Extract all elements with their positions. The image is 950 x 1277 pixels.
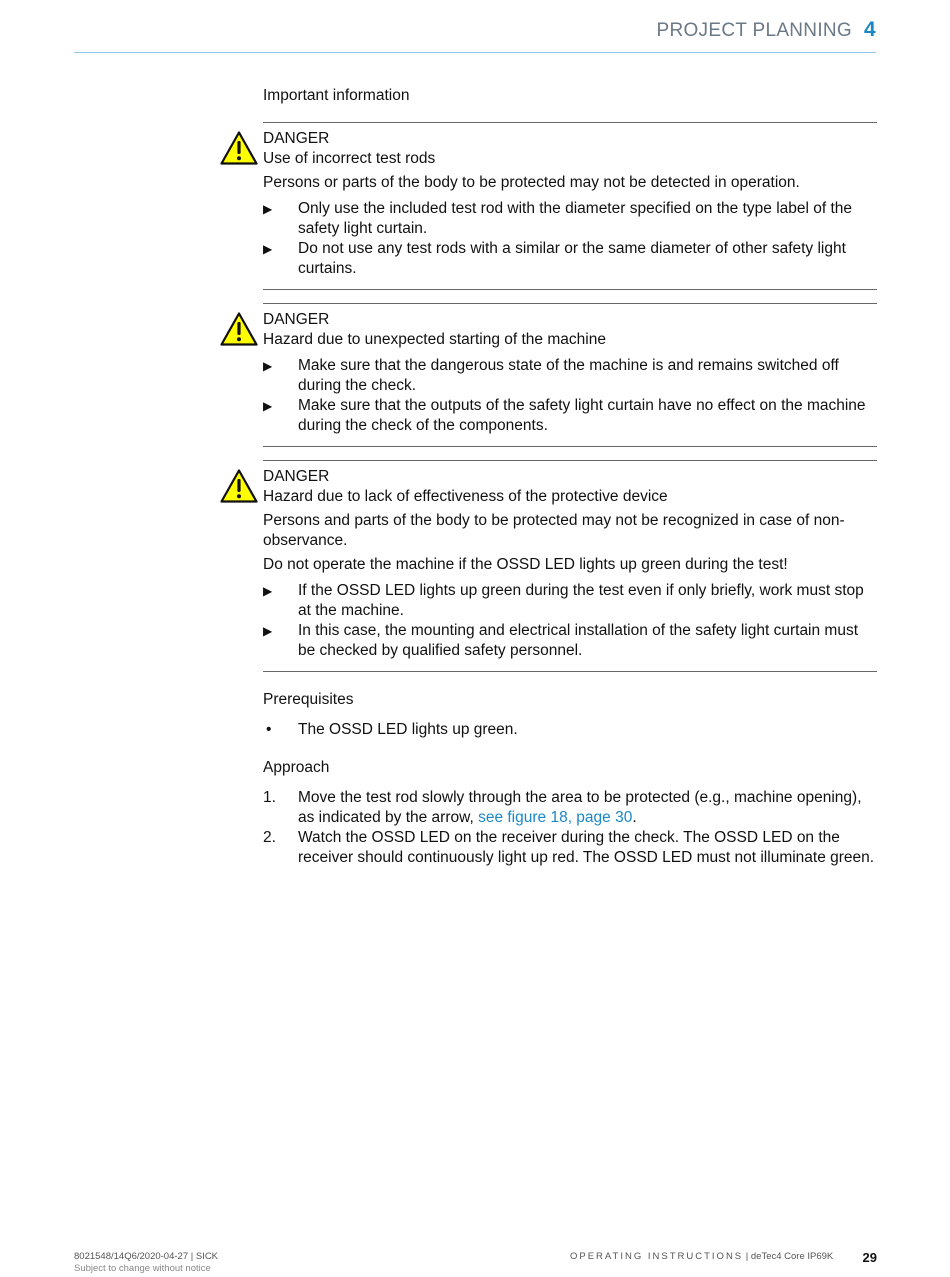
danger-subtitle: Hazard due to lack of effectiveness of the protective device bbox=[263, 488, 668, 505]
arrow-bullet-icon: ▶ bbox=[263, 624, 273, 638]
step-item: 1. Move the test rod slowly through the area to be protected (e.g., machine opening), as indicated by the arrow, see figure 18, page 30. bbox=[263, 789, 862, 826]
danger-box-3 bbox=[263, 460, 877, 672]
arrow-bullet-icon: ▶ bbox=[263, 202, 273, 216]
footer-doc-info bbox=[74, 1251, 218, 1275]
chapter-number: 4 bbox=[864, 18, 876, 41]
arrow-bullet-icon: ▶ bbox=[263, 584, 273, 598]
footer-doc-id: 8021548/14Q6/2020-04-27 | SICK bbox=[74, 1251, 219, 1262]
danger-action-list bbox=[263, 199, 877, 279]
page-number: 29 bbox=[862, 1250, 877, 1265]
arrow-bullet-icon: ▶ bbox=[263, 359, 273, 373]
danger-action-list bbox=[263, 356, 877, 436]
chapter-title: PROJECT PLANNING bbox=[656, 20, 853, 41]
list-item: ▶ Make sure that the outputs of the safety light curtain have no effect on the machine during the check of the components. bbox=[263, 397, 866, 434]
danger-signal-word: DANGER bbox=[263, 468, 330, 485]
prerequisites-list bbox=[263, 720, 877, 740]
danger-signal-word: DANGER bbox=[263, 311, 330, 328]
danger-signal-word: DANGER bbox=[263, 130, 330, 147]
page-header bbox=[656, 18, 876, 42]
step-item: 2. Watch the OSSD LED on the receiver during the check. The OSSD LED on the receiver should continuously light up red. The OSSD LED must not illuminate green. bbox=[263, 829, 875, 866]
footer-notice: Subject to change without notice bbox=[74, 1263, 211, 1274]
arrow-bullet-icon: ▶ bbox=[263, 399, 273, 413]
arrow-bullet-icon: ▶ bbox=[263, 242, 273, 256]
danger-box-2 bbox=[263, 303, 877, 447]
footer-product: | deTec4 Core IP69K bbox=[743, 1251, 834, 1262]
warning-icon bbox=[220, 469, 258, 503]
list-item: ▶ Only use the included test rod with the diameter specified on the type label of the safety light curtain. bbox=[263, 200, 853, 237]
footer-doc-type-label: OPERATING INSTRUCTIONS bbox=[570, 1251, 744, 1262]
list-item: ▶ If the OSSD LED lights up green during the test even if only briefly, work must stop at the machine. bbox=[263, 582, 864, 619]
danger-box-1 bbox=[263, 122, 877, 290]
danger-subtitle: Use of incorrect test rods bbox=[263, 150, 436, 167]
figure-reference-link[interactable]: see figure 18, page 30 bbox=[478, 809, 633, 826]
footer-doc-type bbox=[570, 1251, 833, 1262]
approach-heading: Approach bbox=[263, 759, 330, 776]
warning-icon bbox=[220, 312, 258, 346]
list-item: • The OSSD LED lights up green. bbox=[266, 721, 518, 738]
list-item: ▶ Do not use any test rods with a similar or the same diameter of other safety light curtains. bbox=[263, 240, 846, 277]
main-content bbox=[263, 86, 877, 868]
list-item: ▶ In this case, the mounting and electrical installation of the safety light curtain must be checked by qualified safety personnel. bbox=[263, 622, 859, 659]
bullet-dot-icon: • bbox=[266, 721, 272, 738]
danger-paragraph: Persons and parts of the body to be protected may not be recognized in case of non-observance. bbox=[263, 512, 845, 549]
danger-subtitle: Hazard due to unexpected starting of the machine bbox=[263, 331, 606, 348]
step-number: 1. bbox=[263, 789, 276, 806]
danger-paragraph: Persons or parts of the body to be protected may not be detected in operation. bbox=[263, 174, 800, 191]
step-number: 2. bbox=[263, 829, 276, 846]
prerequisites-heading: Prerequisites bbox=[263, 691, 354, 708]
danger-action-list bbox=[263, 581, 877, 661]
important-info-heading: Important information bbox=[263, 87, 410, 104]
danger-paragraph: Do not operate the machine if the OSSD LED lights up green during the test! bbox=[263, 556, 788, 573]
approach-steps bbox=[263, 788, 877, 868]
header-divider bbox=[74, 52, 876, 53]
list-item: ▶ Make sure that the dangerous state of the machine is and remains switched off during the check. bbox=[263, 357, 839, 394]
warning-icon bbox=[220, 131, 258, 165]
